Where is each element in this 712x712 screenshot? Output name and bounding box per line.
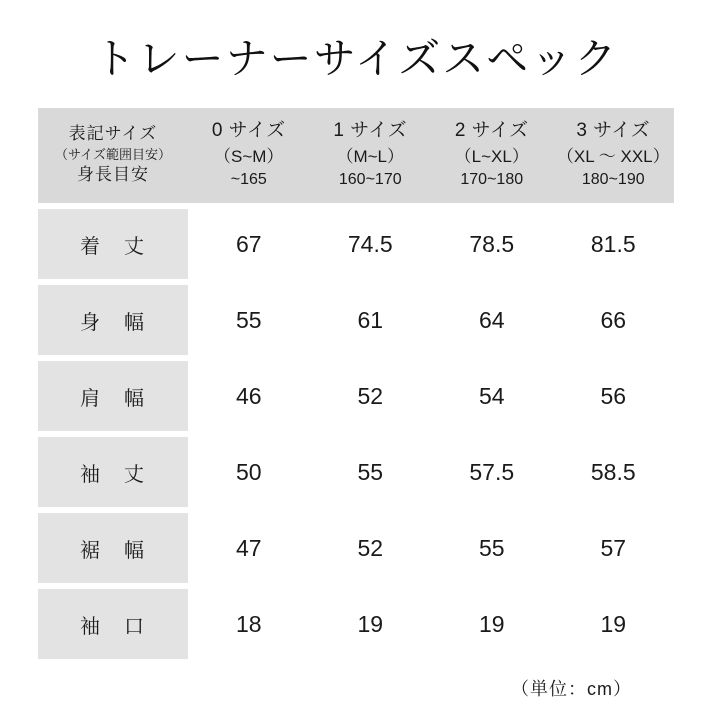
- row-5-label: 袖 口: [38, 589, 188, 659]
- header-column-0-height: ~165: [230, 170, 267, 188]
- table-row: [38, 361, 674, 431]
- header-column-0: [188, 108, 310, 203]
- header-column-2-range: （L~XL）: [454, 146, 529, 166]
- size-table-container: [0, 102, 712, 701]
- row-0-value-0: 67: [188, 209, 310, 279]
- table-header: [38, 108, 674, 203]
- row-1-value-2: 64: [431, 285, 553, 355]
- row-2-label: 肩 幅: [38, 361, 188, 431]
- table-row: [38, 209, 674, 279]
- page-title: トレーナーサイズスペック: [93, 35, 619, 82]
- table-row: [38, 285, 674, 355]
- header-size-label-line3: 身長目安: [77, 164, 149, 184]
- header-column-2-height: 170~180: [460, 170, 524, 188]
- row-3-value-1: 55: [310, 437, 432, 507]
- header-column-3-range: （XL 〜 XXL）: [556, 146, 670, 166]
- row-5-value-1: 19: [310, 589, 432, 659]
- header-column-1-height: 160~170: [338, 170, 402, 188]
- row-4-label: 裾 幅: [38, 513, 188, 583]
- header-size-label-line2: （サイズ範囲目安）: [55, 147, 171, 162]
- row-4-value-0: 47: [188, 513, 310, 583]
- header-size-label: [38, 108, 188, 203]
- row-2-value-3: 56: [553, 361, 675, 431]
- row-4-value-1: 52: [310, 513, 432, 583]
- header-column-2-name: 2 サイズ: [454, 120, 529, 142]
- row-3-value-0: 50: [188, 437, 310, 507]
- row-0-value-1: 74.5: [310, 209, 432, 279]
- header-column-3: [553, 108, 675, 203]
- header-column-3-name: 3 サイズ: [576, 120, 651, 142]
- row-4-value-2: 55: [431, 513, 553, 583]
- row-0-label: 着 丈: [38, 209, 188, 279]
- row-2-value-0: 46: [188, 361, 310, 431]
- row-0-value-2: 78.5: [431, 209, 553, 279]
- table-row: [38, 437, 674, 507]
- row-2-value-2: 54: [431, 361, 553, 431]
- unit-note: （単位：cm）: [511, 679, 632, 700]
- header-column-2: [431, 108, 553, 203]
- header-column-3-height: 180~190: [581, 170, 645, 188]
- row-2-value-1: 52: [310, 361, 432, 431]
- table-row: [38, 513, 674, 583]
- row-0-value-3: 81.5: [553, 209, 675, 279]
- header-size-label-line1: 表記サイズ: [68, 124, 158, 144]
- row-1-label: 身 幅: [38, 285, 188, 355]
- row-3-value-3: 58.5: [553, 437, 675, 507]
- row-3-label: 袖 丈: [38, 437, 188, 507]
- row-5-value-0: 18: [188, 589, 310, 659]
- table-body: [38, 209, 674, 659]
- row-5-value-3: 19: [553, 589, 675, 659]
- row-3-value-2: 57.5: [431, 437, 553, 507]
- row-4-value-3: 57: [553, 513, 675, 583]
- header-column-0-name: 0 サイズ: [211, 120, 286, 142]
- row-1-value-1: 61: [310, 285, 432, 355]
- size-spec-table: [38, 102, 674, 665]
- table-header-row: [38, 108, 674, 203]
- row-1-value-3: 66: [553, 285, 675, 355]
- header-column-1: [310, 108, 432, 203]
- header-column-1-range: （M~L）: [336, 146, 405, 166]
- row-5-value-2: 19: [431, 589, 553, 659]
- row-1-value-0: 55: [188, 285, 310, 355]
- table-row: [38, 589, 674, 659]
- header-column-0-range: （S~M）: [214, 146, 284, 166]
- header-column-1-name: 1 サイズ: [333, 120, 408, 142]
